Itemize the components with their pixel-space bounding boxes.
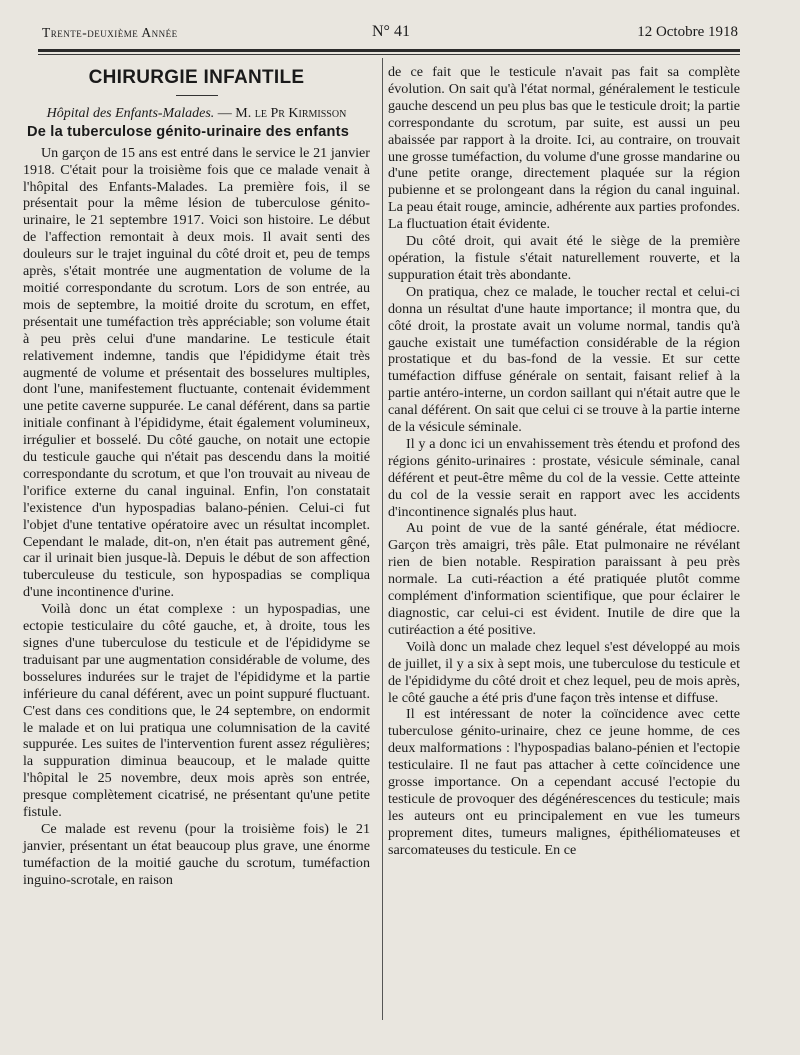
paragraph: Il y a donc ici un envahissement très étendu et profond des régions génito-urinaires : prostate, vésicule séminale, canal déférent et peut-être même du col de la vessie. Cette atteinte du col de la vessie serait en rapport avec les accidents d'incontinence signalés plus haut. bbox=[388, 435, 740, 520]
article-title: De la tuberculose génito-urinaire des enfants bbox=[27, 123, 350, 140]
paragraph: Au point de vue de la santé générale, état médiocre. Garçon très amaigri, très pâle. Etat pulmonaire ne révélant rien de bien notable. Respiration paraissant à peu près normale. La cuti-réaction a été pratiquée plutôt comme complément d'information scientifique, que pour éclairer le diagnostic, car celui-ci est évident. Inutile de dire que la cutiréaction a été positive. bbox=[388, 520, 740, 638]
section-title-rule bbox=[176, 95, 218, 96]
volume-year: Trente-deuxième Année bbox=[42, 25, 178, 40]
paragraph-continued: de ce fait que le testicule n'avait pas fait sa complète évolution. On sait qu'à l'état normal, généralement le testicule gauche descend un peu plus bas que le testicule droit; la partie correspondante du scrotum, par suite, est aussi un peu abaissée par rapport à la droite. Ici, au contraire, on trouvait une grosse tuméfaction, du volume d'une grosse mandarine ou d'une petite orange, directement plaquée sur la région pubienne et se prolongeant dans la région du canal inguinal. La peau était rouge, amincie, adhérente aux parties profondes. La fluctuation était évidente. bbox=[388, 64, 740, 233]
left-column bbox=[23, 62, 370, 889]
issue-number: N° 41 bbox=[372, 23, 410, 40]
paragraph: Voilà donc un état complexe : un hypospadias, une ectopie testiculaire du côté gauche, et, à droite, tous les signes d'une tuberculose du testicule et de l'épididyme se traduisant par une augmentation considérable de volume, des bosselures indurées sur le trajet de l'épididyme et la partie inférieure du canal déférent, avec un point suppuré fluctuant. C'est dans ces conditions que, le 24 septembre, on endormit le malade et on lui pratiqua une columnisation de la cavité suppurée. Les suites de l'intervention furent assez régulières; la suppuration diminua beaucoup, et le malade quitte l'hôpital le 25 novembre, deux mois après son entrée, presque complètement cicatrisé, ne présentant qu'une petite fistule. bbox=[23, 601, 370, 821]
hospital-name: Hôpital des Enfants-Malades. bbox=[46, 105, 215, 121]
section-title: CHIRURGIE INFANTILE bbox=[88, 67, 305, 88]
column-divider bbox=[382, 58, 383, 1020]
header-rule-thin bbox=[38, 54, 740, 55]
paragraph: Ce malade est revenu (pour la troisième fois) le 21 janvier, présentant un état beaucoup plus grave, une énorme tuméfaction de la moitié gauche du scrotum, tuméfaction inguino-scrotale, en raison bbox=[23, 820, 370, 888]
author-name: — M. le Pr Kirmisson bbox=[217, 105, 347, 121]
paragraph: On pratiqua, chez ce malade, le toucher rectal et celui-ci donna un résultat d'une haute importance; il montra que, du côté droit, la prostate avait un volume normal, tandis qu'à gauche existait une tuméfaction considérable de la région prostatique et du bas-fond de la vessie. Et sur cette tuméfaction diffuse générale on sentait, faisant relief à la partie antéro-interne, un cordon saillant qui n'était autre que le canal déférent. On sait que celui ci se trouve à la partie interne de la vésicule séminale. bbox=[388, 283, 740, 436]
issue-date: 12 Octobre 1918 bbox=[637, 24, 738, 40]
paragraph: Voilà donc un malade chez lequel s'est développé au mois de juillet, il y a six à sept mois, une tuberculose du testicule et de l'épididyme du côté droit et chez lequel, peu de mois après, le côté gauche a été pris d'une façon très intense et diffuse. bbox=[388, 638, 740, 706]
running-header bbox=[40, 22, 740, 44]
right-column bbox=[388, 64, 740, 859]
paragraph: Il est intéressant de noter la coïncidence avec cette tuberculose génito-urinaire, chez ce jeune homme, de ces deux malformations : l'hypospadias balano-pénien et l'ectopie testiculaire. Il ne faut pas attacher à cette coïncidence une grosse importance. On a cependant accusé l'ectopie du testicule de provoquer des dégénérescences du testicule; mais les auteurs ont eu principalement en vue les tumeurs proprement dites, tumeurs malignes, épithéliomateuses et sarcomateuses du testicule. En ce bbox=[388, 706, 740, 858]
paragraph: Un garçon de 15 ans est entré dans le service le 21 janvier 1918. C'était pour la troisième fois que ce malade venait à l'hôpital des Enfants-Malades. La première fois, il se présentait pour la même lésion de tuberculose génito-urinaire, le 21 septembre 1917. Voici son histoire. Le début de l'affection remontait à deux mois. Il avait senti des douleurs sur le trajet inguinal du côté droit et, peu de temps après, s'était montrée une augmentation de volume de la moitié correspondante du scrotum. Lors de son entrée, au mois de septembre, la moitié droite du scrotum, en effet, présentait une tuméfaction très appréciable; son volume était à peu près celui d'une mandarine. Le testicule était relativement indemne, tandis que l'épididyme était très augmenté de volume et présentait des bosselures multiples, dont l'une, manifestement fluctuante, contenait évidemment une petite caverne suppurée. Le canal déférent, dans sa partie initiale confinant à l'épididyme, était également volumineux, irrégulier et bosselé. Du côté gauche, on notait une ectopie du testicule gauche qui n'était pas descendu dans la moitié correspondante du scrotum, et que l'on trouvait au niveau de l'orifice externe du canal inguinal. Enfin, l'on constatait l'existence d'un hypospadias balano-pénien. Celui-ci fut l'objet d'une tentative opératoire avec un résultat incomplet. Cependant le malade, dit-on, n'en était pas autrement gêné, car il urinait bien jusque-là. Depuis le début de son affection tuberculeuse du testicule, son hypospadias se compliqua d'une incontinence d'urine. bbox=[23, 144, 370, 601]
byline bbox=[23, 106, 370, 123]
paragraph: Du côté droit, qui avait été le siège de la première opération, la fistule s'était naturellement rouverte, et la suppuration était très abondante. bbox=[388, 233, 740, 283]
header-rule-thick bbox=[38, 49, 740, 52]
